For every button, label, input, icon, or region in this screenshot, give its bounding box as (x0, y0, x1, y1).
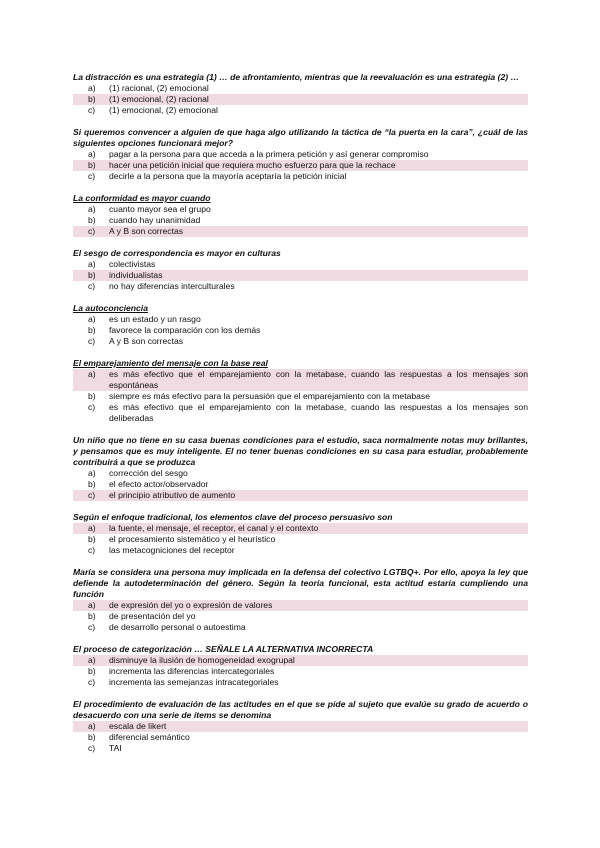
question-stem: Un niño que no tiene en su casa buenas condiciones para el estudio, saca normalmente notas muy brillantes, y pensamos que es muy inteligente. El no tener buenas condiciones en su casa para estudiar, probablemente contribuirá a que se produzca (73, 435, 528, 467)
option-c (73, 743, 528, 754)
options-list (73, 259, 528, 292)
option-letter: c) (88, 622, 96, 632)
question-stem: Según el enfoque tradicional, los elementos clave del proceso persuasivo son (73, 512, 393, 522)
option-c (73, 281, 528, 292)
option-c (73, 226, 528, 237)
option-text: de desarrollo personal o autoestima (109, 622, 246, 632)
option-text: la fuente, el mensaje, el receptor, el canal y el contexto (109, 523, 319, 533)
option-a (73, 259, 528, 270)
option-text: favorece la comparación con los demás (109, 325, 261, 335)
option-b (73, 160, 528, 171)
option-text: (1) emocional, (2) emocional (109, 105, 218, 115)
option-letter: a) (88, 83, 96, 93)
option-letter: c) (88, 105, 96, 115)
question-4 (73, 248, 528, 292)
option-text: TAI (109, 743, 122, 753)
option-text: el efecto actor/observador (109, 479, 209, 489)
option-text: (1) emocional, (2) racional (109, 94, 209, 104)
option-a (73, 523, 528, 534)
option-letter: b) (88, 534, 96, 544)
question-stem: El sesgo de correspondencia es mayor en culturas (73, 248, 281, 258)
option-a (73, 369, 528, 391)
option-text: corrección del sesgo (109, 468, 188, 478)
options-list (73, 600, 528, 633)
option-text: escala de likert (109, 721, 167, 731)
question-stem: El proceso de categorización … SEÑALE LA ALTERNATIVA INCORRECTA (73, 644, 374, 654)
option-text: cuanto mayor sea el grupo (109, 204, 211, 214)
option-letter: c) (88, 171, 96, 181)
question-stem: El emparejamiento del mensaje con la base real (73, 358, 268, 368)
option-letter: a) (88, 259, 96, 269)
option-c (73, 677, 528, 688)
question-8 (73, 512, 528, 556)
option-a (73, 314, 528, 325)
option-b (73, 732, 528, 743)
question-1 (73, 72, 528, 116)
option-c (73, 336, 528, 347)
option-letter: a) (88, 721, 96, 731)
option-a (73, 468, 528, 479)
option-letter: b) (88, 270, 96, 280)
question-stem: El procedimiento de evaluación de las actitudes en el que se pide al sujeto que evalúe su grado de acuerdo o desacuerdo con una serie de ítems se denomina (73, 699, 528, 720)
question-stem: La autoconciencia (73, 303, 148, 313)
option-letter: b) (88, 160, 96, 170)
option-text: es un estado y un rasgo (109, 314, 201, 324)
option-text: diferencial semántico (109, 732, 190, 742)
option-text: el procesamiento sistemático y el heurístico (109, 534, 276, 544)
option-letter: c) (88, 336, 96, 346)
question-2 (73, 127, 528, 182)
option-b (73, 325, 528, 336)
options-list (73, 721, 528, 754)
question-9 (73, 567, 528, 633)
option-letter: c) (88, 545, 96, 555)
question-3 (73, 193, 528, 237)
option-text: A y B son correctas (109, 336, 184, 346)
option-letter: b) (88, 94, 96, 104)
option-letter: a) (88, 600, 96, 610)
option-letter: a) (88, 468, 96, 478)
option-text: es más efectivo que el emparejamiento con la metabase, cuando las respuestas a los mensajes son deliberadas (109, 402, 528, 423)
option-c (73, 171, 528, 182)
option-a (73, 721, 528, 732)
option-a (73, 83, 528, 94)
options-list (73, 468, 528, 501)
option-text: no hay diferencias interculturales (109, 281, 235, 291)
option-text: de expresión del yo o expresión de valores (109, 600, 273, 610)
question-stem: María se considera una persona muy implicada en la defensa del colectivo LGTBQ+. Por ello, apoya la ley que defiende la autodeterminación del género. Según la teoría funcional, esta actitud estaría cumpliendo una función (73, 567, 528, 599)
option-letter: c) (88, 677, 96, 687)
question-6 (73, 358, 528, 424)
option-text: colectivistas (109, 259, 156, 269)
option-text: pagar a la persona para que acceda a la primera petición y así generar compromiso (109, 149, 429, 159)
question-stem: Si queremos convencer a alguien de que haga algo utilizando la táctica de “la puerta en la cara”, ¿cuál de las siguientes opciones funcionará mejor? (73, 127, 528, 148)
option-text: incrementa las diferencias intercategoriales (109, 666, 275, 676)
option-letter: c) (88, 490, 96, 500)
option-letter: b) (88, 215, 96, 225)
options-list (73, 314, 528, 347)
option-c (73, 105, 528, 116)
option-b (73, 94, 528, 105)
option-letter: b) (88, 479, 96, 489)
option-b (73, 391, 528, 402)
options-list (73, 149, 528, 182)
options-list (73, 369, 528, 424)
options-list (73, 204, 528, 237)
options-list (73, 83, 528, 116)
option-letter: a) (88, 149, 96, 159)
option-letter: a) (88, 204, 96, 214)
option-b (73, 534, 528, 545)
option-letter: b) (88, 325, 96, 335)
option-letter: a) (88, 369, 96, 379)
option-letter: c) (88, 402, 96, 412)
option-text: incrementa las semejanzas intracategoriales (109, 677, 279, 687)
question-10 (73, 644, 528, 688)
option-letter: a) (88, 314, 96, 324)
option-text: individualistas (109, 270, 163, 280)
option-a (73, 655, 528, 666)
option-text: el principio atributivo de aumento (109, 490, 236, 500)
option-b (73, 479, 528, 490)
option-b (73, 270, 528, 281)
options-list (73, 655, 528, 688)
option-c (73, 402, 528, 424)
option-c (73, 490, 528, 501)
option-letter: c) (88, 226, 96, 236)
option-text: A y B son correctas (109, 226, 184, 236)
option-text: es más efectivo que el emparejamiento con la metabase, cuando las respuestas a los mensajes son espontáneas (109, 369, 528, 390)
option-letter: c) (88, 743, 96, 753)
question-5 (73, 303, 528, 347)
question-list (73, 72, 528, 765)
option-b (73, 215, 528, 226)
option-text: de presentación del yo (109, 611, 196, 621)
option-letter: a) (88, 523, 96, 533)
option-c (73, 622, 528, 633)
option-letter: a) (88, 655, 96, 665)
option-letter: b) (88, 611, 96, 621)
option-text: las metacogniciones del receptor (109, 545, 235, 555)
option-text: (1) racional, (2) emocional (109, 83, 209, 93)
question-stem: La distracción es una estrategia (1) … de afrontamiento, mientras que la reevaluación es una estrategia (2) … (73, 72, 520, 82)
option-a (73, 600, 528, 611)
option-letter: c) (88, 281, 96, 291)
option-text: hacer una petición inicial que requiera mucho esfuerzo para que la rechace (109, 160, 396, 170)
option-text: cuando hay unanimidad (109, 215, 201, 225)
option-text: disminuye la ilusión de homogeneidad exogrupal (109, 655, 295, 665)
option-c (73, 545, 528, 556)
option-a (73, 204, 528, 215)
option-b (73, 666, 528, 677)
question-stem: La conformidad es mayor cuando (73, 193, 211, 203)
options-list (73, 523, 528, 556)
question-11 (73, 699, 528, 754)
option-a (73, 149, 528, 160)
option-letter: b) (88, 391, 96, 401)
option-text: decirle a la persona que la mayoría aceptaría la petición inicial (109, 171, 347, 181)
option-text: siempre es más efectivo para la persuasión que el emparejamiento con la metabase (109, 391, 431, 401)
option-letter: b) (88, 666, 96, 676)
option-letter: b) (88, 732, 96, 742)
question-7 (73, 435, 528, 501)
option-b (73, 611, 528, 622)
